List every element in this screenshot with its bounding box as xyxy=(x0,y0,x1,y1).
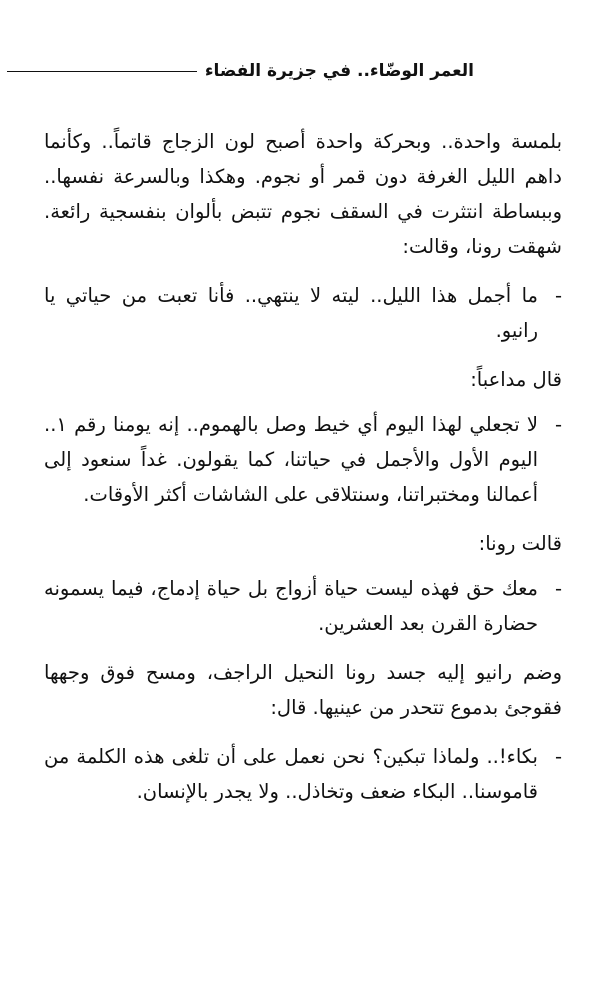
dialogue-text: معك حق فهذه ليست حياة أزواج بل حياة إدماج، فيما يسمونه حضارة القرن بعد العشرين. xyxy=(44,577,538,635)
dialogue-line xyxy=(44,739,562,809)
dialogue-dash: - xyxy=(554,577,562,600)
page-body xyxy=(44,124,562,823)
running-header-title: العمر الوضّاء.. في جزيرة الفضاء xyxy=(204,61,474,81)
dialogue-text: لا تجعلي لهذا اليوم أي خيط وصل بالهموم.. إنه يومنا رقم ١.. اليوم الأول والأجمل في حياتنا، كما يقولون. غداً سنعود إلى أعمالنا ومختبراتنا، وسنتلاقى على الشاشات أكثر الأوقات. xyxy=(44,413,538,506)
dialogue-line xyxy=(44,571,562,641)
paragraph: بلمسة واحدة.. وبحركة واحدة أصبح لون الزجاج قاتماً.. وكأنما داهم الليل الغرفة دون قمر أو نجوم. وهكذا وبالسرعة نفسها.. وببساطة انتثرت في السقف نجوم تتبض بألوان بنفسجية رائعة. شهقت رونا، وقالت: xyxy=(44,130,562,258)
dialogue-line xyxy=(44,407,562,512)
paragraph: وضم رانيو إليه جسد رونا النحيل الراجف، ومسح فوق وجهها فقوجئ بدموع تتحدر من عينيها. قال: xyxy=(44,661,562,719)
dialogue-dash: - xyxy=(554,745,562,768)
running-header xyxy=(44,56,474,86)
dialogue-dash: - xyxy=(554,413,562,436)
header-rule xyxy=(7,71,197,72)
dialogue-text: ما أجمل هذا الليل.. ليته لا ينتهي.. فأنا تعبت من حياتي يا رانيو. xyxy=(44,284,538,342)
paragraph: قال مداعباً: xyxy=(470,368,562,391)
dialogue-text: بكاء!.. ولماذا تبكين؟ نحن نعمل على أن تلغى هذه الكلمة من قاموسنا.. البكاء ضعف وتخاذل.. ولا يجدر بالإنسان. xyxy=(44,745,538,803)
dialogue-line xyxy=(44,278,562,348)
paragraph: قالت رونا: xyxy=(478,532,562,555)
dialogue-dash: - xyxy=(554,284,562,307)
